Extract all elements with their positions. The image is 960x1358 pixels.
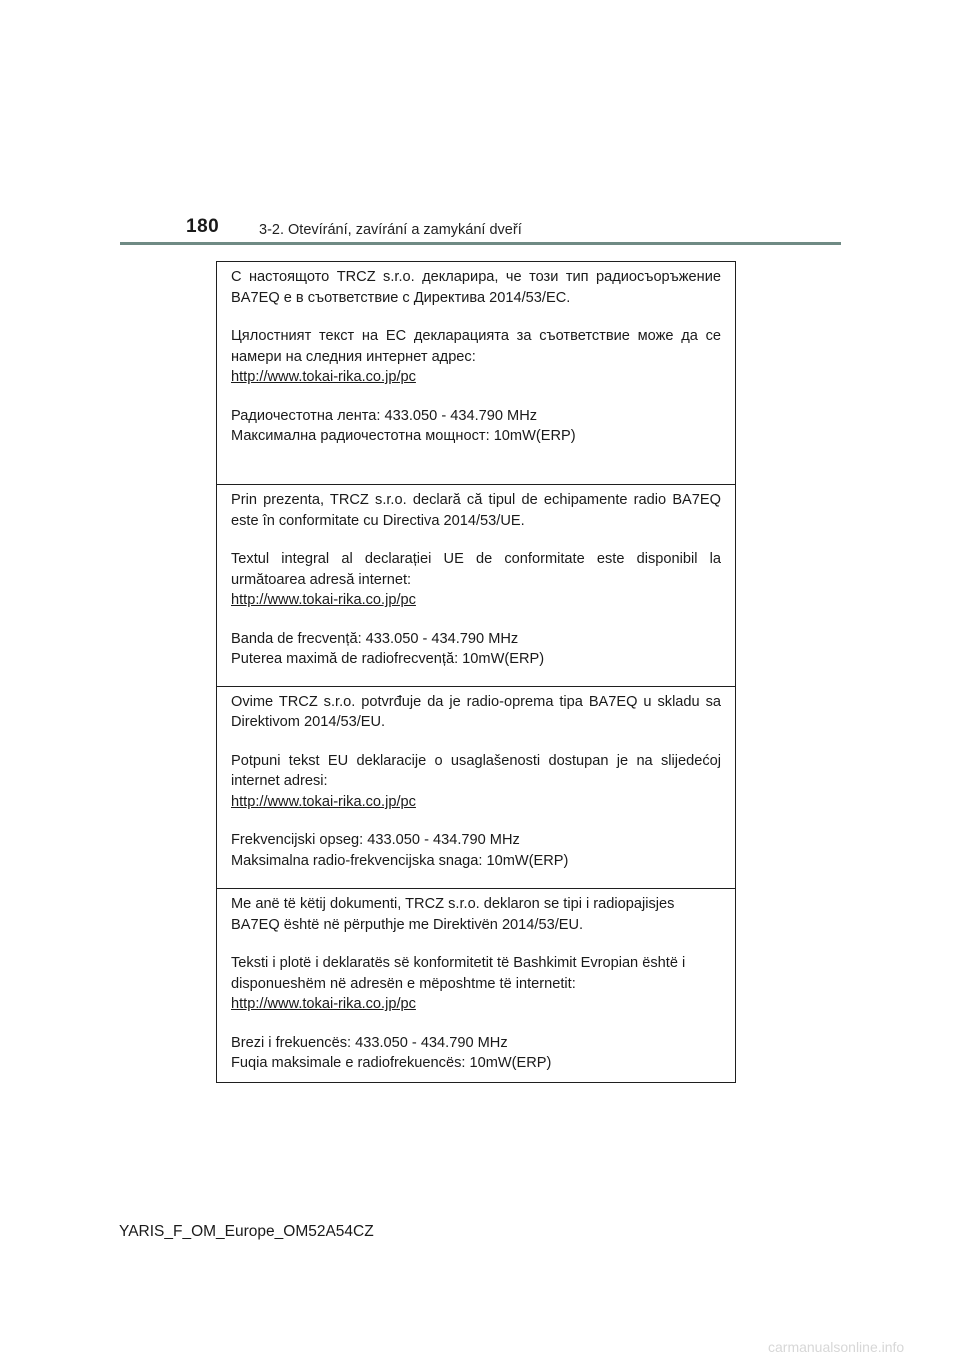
frequency-band: Радиочестотна лента: 433.050 - 434.790 MHz [231,407,538,424]
declaration-statement: Me anë të këtij dokumenti, TRCZ s.r.o. deklaron se tipi i radiopajisjes BA7EQ është në përputhje me Direktivën 2014/53/EU. [231,896,675,933]
declarations-box [216,261,736,1083]
section-title: 3-2. Otevírání, zavírání a zamykání dveří [259,222,522,238]
declaration-romanian [217,485,735,687]
declaration-statement: Ovime TRCZ s.r.o. potvrđuje da je radio-oprema tipa BA7EQ u skladu sa Direktivom 2014/53/EU. [231,693,721,731]
frequency-band: Brezi i frekuencës: 433.050 - 434.790 MHz [231,1034,508,1051]
frequency-band: Banda de frecvență: 433.050 - 434.790 MHz [231,630,519,647]
declaration-url-link[interactable]: http://www.tokai-rika.co.jp/pc [231,793,416,810]
frequency-band: Frekvencijski opseg: 433.050 - 434.790 MHz [231,832,520,849]
declaration-availability: Potpuni tekst EU deklaracije o usaglašenosti dostupan je na slijedećoj internet adresi: [231,752,721,790]
declaration-availability: Цялостният текст на ЕС декларацията за съответствие може да се намери на следния интернет адрес: [231,328,721,365]
declaration-url-link[interactable]: http://www.tokai-rika.co.jp/pc [231,592,416,609]
declaration-availability: Teksti i plotë i deklaratës së konformitetit të Bashkimit Evropian është i disponueshëm në adresën e mëposhtme të internetit: [231,955,686,992]
header-divider [120,242,841,245]
maximum-power: Maksimalna radio-frekvencijska snaga: 10mW(ERP) [231,852,569,869]
maximum-power: Максимална радиочестотна мощност: 10mW(ERP) [231,428,576,444]
page-number: 180 [186,216,220,237]
declaration-croatian [217,687,735,890]
declaration-url-link[interactable]: http://www.tokai-rika.co.jp/pc [231,996,416,1013]
declaration-albanian [217,889,735,1082]
maximum-power: Fuqia maksimale e radiofrekuencës: 10mW(ERP) [231,1055,552,1072]
declaration-availability: Textul integral al declarației UE de conformitate este disponibil la următoarea adresă internet: [231,551,721,588]
watermark: carmanualsonline.info [768,1339,905,1355]
document-code: YARIS_F_OM_Europe_OM52A54CZ [119,1223,374,1240]
declaration-statement: Prin prezenta, TRCZ s.r.o. declară că tipul de echipamente radio BA7EQ este în conformitate cu Directiva 2014/53/UE. [231,492,721,529]
declaration-bulgarian [217,262,735,485]
declaration-statement: С настоящото TRCZ s.r.o. декларира, че този тип радиосъоръжение BA7EQ е в съответствие с Директива 2014/53/EC. [231,269,721,306]
maximum-power: Puterea maximă de radiofrecvență: 10mW(ERP) [231,651,545,668]
declaration-url-link[interactable]: http://www.tokai-rika.co.jp/pc [231,369,416,385]
